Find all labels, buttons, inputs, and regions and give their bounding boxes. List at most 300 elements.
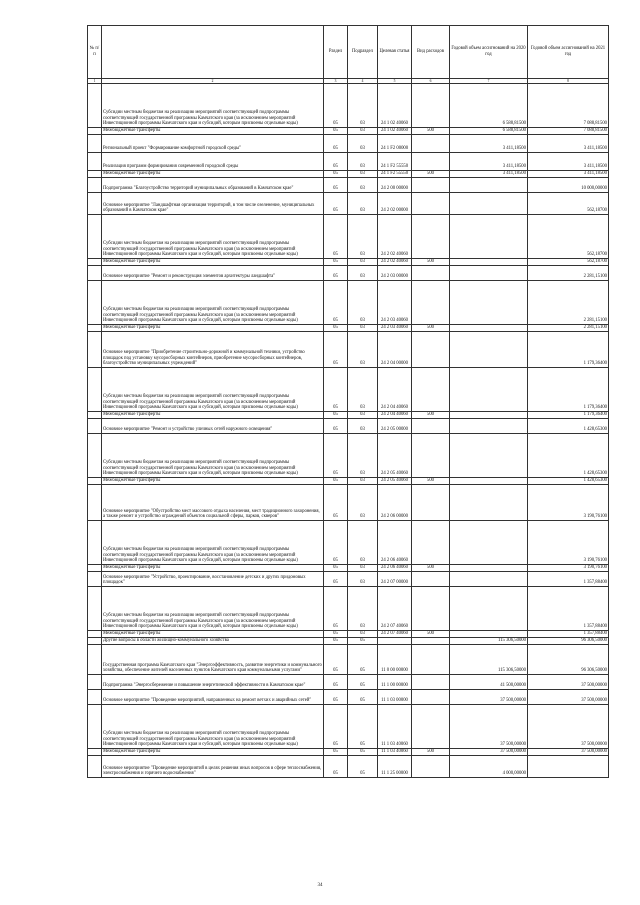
row-article-cell: 11 1 03 40060: [378, 749, 412, 756]
row-article-cell: 24 1 02 40060: [378, 84, 412, 128]
table-row: [88, 675, 609, 690]
table-row: [88, 153, 609, 171]
row-number-cell: [88, 434, 102, 478]
row-volume-2020-cell: 3 411,18500: [450, 153, 528, 171]
row-volume-2021-cell: 1 179,36400: [528, 332, 609, 368]
row-volume-2020-cell: 115 306,50000: [450, 645, 528, 675]
row-section-cell: 05: [324, 128, 348, 135]
header-volume-2021: Годовой объем ассигнований на 2021 год: [528, 26, 609, 79]
row-subsection-cell: 03: [348, 325, 378, 332]
table-body: [88, 84, 609, 778]
row-subsection-cell: 03: [348, 266, 378, 281]
row-name-cell: Субсидии местным бюджетам на реализацию мероприятий соответствующей подпрограммы соответствующей государственной программы Камчатского края (за исключением мероприятий Инвестиционной программы Камчатского края и субсидий, которым присвоены отдельные коды): [102, 215, 324, 259]
table-row: [88, 478, 609, 485]
table-row: [88, 368, 609, 412]
table-row: [88, 419, 609, 434]
row-volume-2020-cell: 37 500,00000: [450, 749, 528, 756]
row-subsection-cell: 03: [348, 332, 378, 368]
row-article-cell: 11 1 03 40060: [378, 705, 412, 749]
column-number: 7: [450, 79, 528, 84]
row-volume-2020-cell: 37 500,00000: [450, 705, 528, 749]
row-subsection-cell: 03: [348, 215, 378, 259]
row-expense-type-cell: [412, 84, 450, 128]
row-subsection-cell: 05: [348, 749, 378, 756]
table-row: [88, 690, 609, 705]
row-article-cell: 24 2 05 40060: [378, 478, 412, 485]
row-expense-type-cell: [412, 638, 450, 645]
row-volume-2020-cell: 3 411,18500: [450, 171, 528, 178]
row-number-cell: [88, 675, 102, 690]
row-volume-2021-cell: 2 281,15100: [528, 266, 609, 281]
row-subsection-cell: 03: [348, 419, 378, 434]
budget-sheet: [87, 25, 608, 778]
row-volume-2021-cell: 1 428,65300: [528, 478, 609, 485]
row-volume-2020-cell: 6 588,81500: [450, 128, 528, 135]
row-number-cell: [88, 521, 102, 565]
row-number-cell: [88, 266, 102, 281]
row-expense-type-cell: [412, 419, 450, 434]
row-expense-type-cell: [412, 756, 450, 778]
row-subsection-cell: 03: [348, 153, 378, 171]
row-volume-2020-cell: [450, 259, 528, 266]
row-subsection-cell: 03: [348, 84, 378, 128]
row-subsection-cell: 05: [348, 675, 378, 690]
row-volume-2021-cell: 3 190,76100: [528, 485, 609, 521]
row-name-cell: Межбюджетные трансферты: [102, 631, 324, 638]
row-name-cell: Субсидии местным бюджетам на реализацию мероприятий соответствующей подпрограммы соответствующей государственной программы Камчатского края (за исключением мероприятий Инвестиционной программы Камчатского края и субсидий, которым присвоены отдельные коды): [102, 521, 324, 565]
row-article-cell: 24 2 05 40060: [378, 434, 412, 478]
table-row: [88, 587, 609, 631]
row-subsection-cell: 03: [348, 135, 378, 153]
row-section-cell: 05: [324, 434, 348, 478]
row-volume-2021-cell: 96 306,50000: [528, 645, 609, 675]
row-volume-2021-cell: 7 088,81500: [528, 84, 609, 128]
table-row: [88, 215, 609, 259]
header-article: Целевая статья: [378, 26, 412, 79]
table-row: [88, 521, 609, 565]
row-name-cell: Подпрограмма "Энергосбережение и повышение энергетической эффективности в Камчатском крае": [102, 675, 324, 690]
row-section-cell: 05: [324, 215, 348, 259]
row-volume-2021-cell: 1 357,88400: [528, 631, 609, 638]
row-number-cell: [88, 690, 102, 705]
row-name-cell: Основное мероприятие "Ландшафтная организация территорий, в том числе озеленение, муниципальных образований в Камчатском крае": [102, 193, 324, 215]
row-name-cell: Основное мероприятие "Проведение мероприятий в целях решения иных вопросов в сфере теплоснабжения, электроснабжения и горячего водоснабжения": [102, 756, 324, 778]
table-row: [88, 178, 609, 193]
row-section-cell: 05: [324, 171, 348, 178]
row-volume-2020-cell: [450, 572, 528, 587]
row-name-cell: Основное мероприятие "Приобретение строительно-дорожной и коммунальной техники, устройство площадок под установку мусоросборных контейнеров, приобретение мусоросборных контейнеров, благоустройство муниципальных учреждений": [102, 332, 324, 368]
row-volume-2020-cell: [450, 368, 528, 412]
column-number: 3: [324, 79, 348, 84]
row-expense-type-cell: [412, 332, 450, 368]
row-name-cell: Субсидии местным бюджетам на реализацию мероприятий соответствующей подпрограммы соответствующей государственной программы Камчатского края (за исключением мероприятий Инвестиционной программы Камчатского края и субсидий, которым присвоены отдельные коды): [102, 434, 324, 478]
row-name-cell: Субсидии местным бюджетам на реализацию мероприятий соответствующей подпрограммы соответствующей государственной программы Камчатского края (за исключением мероприятий Инвестиционной программы Камчатского края и субсидий, которым присвоены отдельные коды): [102, 705, 324, 749]
row-expense-type-cell: 500: [412, 565, 450, 572]
row-article-cell: 24 2 06 00000: [378, 485, 412, 521]
table-row: [88, 128, 609, 135]
row-volume-2021-cell: 1 179,36400: [528, 412, 609, 419]
table-row: [88, 434, 609, 478]
table-row: [88, 756, 609, 778]
row-number-cell: [88, 215, 102, 259]
row-number-cell: [88, 153, 102, 171]
row-expense-type-cell: [412, 690, 450, 705]
row-section-cell: 05: [324, 368, 348, 412]
row-volume-2021-cell: 96 306,50000: [528, 638, 609, 645]
row-number-cell: [88, 325, 102, 332]
row-article-cell: 24 2 03 40060: [378, 325, 412, 332]
row-article-cell: 24 2 02 00000: [378, 193, 412, 215]
row-number-cell: [88, 171, 102, 178]
row-volume-2021-cell: 1 428,65300: [528, 419, 609, 434]
row-number-cell: [88, 638, 102, 645]
row-expense-type-cell: [412, 153, 450, 171]
row-article-cell: 24 2 04 40060: [378, 412, 412, 419]
row-volume-2021-cell: 2 281,15100: [528, 325, 609, 332]
row-volume-2020-cell: [450, 332, 528, 368]
row-name-cell: Межбюджетные трансферты: [102, 749, 324, 756]
row-section-cell: 05: [324, 749, 348, 756]
row-section-cell: 05: [324, 84, 348, 128]
row-volume-2021-cell: 2 281,15100: [528, 281, 609, 325]
table-row: [88, 705, 609, 749]
row-volume-2020-cell: [450, 521, 528, 565]
row-subsection-cell: 03: [348, 281, 378, 325]
row-volume-2020-cell: [450, 178, 528, 193]
row-article-cell: 24 2 07 40060: [378, 631, 412, 638]
row-section-cell: 05: [324, 572, 348, 587]
row-volume-2020-cell: [450, 325, 528, 332]
row-number-cell: [88, 412, 102, 419]
row-volume-2021-cell: 3 411,18500: [528, 135, 609, 153]
row-article-cell: 24 2 06 40060: [378, 565, 412, 572]
row-name-cell: Межбюджетные трансферты: [102, 171, 324, 178]
row-volume-2020-cell: [450, 281, 528, 325]
row-expense-type-cell: [412, 705, 450, 749]
row-name-cell: Основное мероприятие "Проведение мероприятий, направленных на ремонт ветхих и аварийных сетей": [102, 690, 324, 705]
row-expense-type-cell: 500: [412, 325, 450, 332]
row-subsection-cell: 05: [348, 645, 378, 675]
row-volume-2020-cell: [450, 587, 528, 631]
row-name-cell: Государственная программа Камчатского края "Энергоэффективность, развитие энергетики и коммунального хозяйства, обеспечение жителей населенных пунктов Камчатского края коммунальными услугами": [102, 645, 324, 675]
table-header-row: [88, 26, 609, 79]
row-article-cell: 24 2 03 00000: [378, 266, 412, 281]
row-article-cell: 24 2 05 00000: [378, 419, 412, 434]
row-number-cell: [88, 478, 102, 485]
row-volume-2021-cell: 562,18700: [528, 259, 609, 266]
column-number: 8: [528, 79, 609, 84]
table-row: [88, 412, 609, 419]
table-row: [88, 749, 609, 756]
row-name-cell: Региональный проект "Формирование комфортной городской среды": [102, 135, 324, 153]
row-article-cell: 24 1 F2 00000: [378, 135, 412, 153]
row-expense-type-cell: 500: [412, 412, 450, 419]
row-section-cell: 05: [324, 193, 348, 215]
row-section-cell: 05: [324, 412, 348, 419]
row-subsection-cell: 03: [348, 128, 378, 135]
row-volume-2020-cell: 6 588,81500: [450, 84, 528, 128]
header-volume-2020: Годовой объем ассигнований на 2020 год: [450, 26, 528, 79]
row-name-cell: Основное мероприятие "Ремонт и устройство уличных сетей наружного освещения": [102, 419, 324, 434]
row-expense-type-cell: [412, 521, 450, 565]
row-number-cell: [88, 631, 102, 638]
row-volume-2020-cell: [450, 412, 528, 419]
table-row: [88, 259, 609, 266]
row-article-cell: 24 2 03 40060: [378, 281, 412, 325]
header-num: № п/п: [88, 26, 102, 79]
row-volume-2020-cell: [450, 565, 528, 572]
row-subsection-cell: 03: [348, 193, 378, 215]
header-section: Раздел: [324, 26, 348, 79]
row-name-cell: Реализация программ формирования современной городской среды: [102, 153, 324, 171]
table-row: [88, 84, 609, 128]
row-article-cell: 24 2 02 40060: [378, 259, 412, 266]
row-article-cell: [378, 638, 412, 645]
row-subsection-cell: 05: [348, 705, 378, 749]
row-article-cell: 24 1 F2 55550: [378, 153, 412, 171]
row-expense-type-cell: [412, 215, 450, 259]
row-volume-2020-cell: 3 411,18500: [450, 135, 528, 153]
row-expense-type-cell: [412, 281, 450, 325]
row-subsection-cell: 03: [348, 587, 378, 631]
row-name-cell: Субсидии местным бюджетам на реализацию мероприятий соответствующей подпрограммы соответствующей государственной программы Камчатского края (за исключением мероприятий Инвестиционной программы Камчатского края и субсидий, которым присвоены отдельные коды): [102, 84, 324, 128]
row-number-cell: [88, 572, 102, 587]
row-expense-type-cell: [412, 572, 450, 587]
row-section-cell: 05: [324, 631, 348, 638]
row-article-cell: 24 2 07 40060: [378, 587, 412, 631]
row-expense-type-cell: 500: [412, 128, 450, 135]
row-volume-2021-cell: 3 190,76100: [528, 565, 609, 572]
row-number-cell: [88, 135, 102, 153]
row-section-cell: 05: [324, 705, 348, 749]
row-number-cell: [88, 587, 102, 631]
row-subsection-cell: 03: [348, 171, 378, 178]
table-row: [88, 485, 609, 521]
row-article-cell: 24 1 F2 55550: [378, 171, 412, 178]
row-volume-2021-cell: 37 500,00000: [528, 705, 609, 749]
row-volume-2021-cell: 1 428,65300: [528, 434, 609, 478]
row-section-cell: 05: [324, 587, 348, 631]
row-volume-2021-cell: 1 179,36400: [528, 368, 609, 412]
column-number: 5: [378, 79, 412, 84]
row-volume-2020-cell: 41 500,00000: [450, 675, 528, 690]
row-expense-type-cell: 500: [412, 631, 450, 638]
row-subsection-cell: 03: [348, 485, 378, 521]
row-expense-type-cell: [412, 675, 450, 690]
row-subsection-cell: 03: [348, 565, 378, 572]
row-name-cell: Межбюджетные трансферты: [102, 128, 324, 135]
row-volume-2020-cell: [450, 419, 528, 434]
row-article-cell: 11 0 00 00000: [378, 645, 412, 675]
row-number-cell: [88, 332, 102, 368]
row-number-cell: [88, 645, 102, 675]
row-subsection-cell: 05: [348, 756, 378, 778]
row-name-cell: Субсидии местным бюджетам на реализацию мероприятий соответствующей подпрограммы соответствующей государственной программы Камчатского края (за исключением мероприятий Инвестиционной программы Камчатского края и субсидий, которым присвоены отдельные коды): [102, 368, 324, 412]
row-section-cell: 05: [324, 756, 348, 778]
row-number-cell: [88, 259, 102, 266]
table-row: [88, 572, 609, 587]
column-number: 6: [412, 79, 450, 84]
row-subsection-cell: 05: [348, 690, 378, 705]
row-section-cell: 05: [324, 638, 348, 645]
row-article-cell: 24 2 07 00000: [378, 572, 412, 587]
page-number: 34: [317, 883, 323, 888]
row-expense-type-cell: 500: [412, 171, 450, 178]
row-name-cell: Межбюджетные трансферты: [102, 565, 324, 572]
row-volume-2021-cell: 37 500,00000: [528, 690, 609, 705]
row-number-cell: [88, 705, 102, 749]
row-section-cell: 05: [324, 259, 348, 266]
table-row: [88, 325, 609, 332]
row-expense-type-cell: [412, 485, 450, 521]
table-row: [88, 565, 609, 572]
row-volume-2020-cell: [450, 631, 528, 638]
row-article-cell: 24 2 04 00000: [378, 332, 412, 368]
row-name-cell: Субсидии местным бюджетам на реализацию мероприятий соответствующей подпрограммы соответствующей государственной программы Камчатского края (за исключением мероприятий Инвестиционной программы Камчатского края и субсидий, которым присвоены отдельные коды): [102, 281, 324, 325]
row-number-cell: [88, 756, 102, 778]
row-article-cell: 11 1 03 00000: [378, 690, 412, 705]
row-expense-type-cell: 500: [412, 259, 450, 266]
row-volume-2020-cell: 115 306,50000: [450, 638, 528, 645]
row-name-cell: Основное мероприятие "Ремонт и реконструкция элементов архитектуры ландшафта": [102, 266, 324, 281]
row-subsection-cell: 03: [348, 178, 378, 193]
budget-table: [87, 25, 609, 778]
row-subsection-cell: 03: [348, 521, 378, 565]
row-article-cell: 24 2 00 00000: [378, 178, 412, 193]
row-volume-2021-cell: 10 000,00000: [528, 178, 609, 193]
row-expense-type-cell: [412, 135, 450, 153]
row-subsection-cell: 05: [348, 638, 378, 645]
row-volume-2021-cell: 562,18700: [528, 193, 609, 215]
row-section-cell: 05: [324, 645, 348, 675]
row-number-cell: [88, 84, 102, 128]
row-volume-2021-cell: [528, 756, 609, 778]
row-volume-2020-cell: [450, 478, 528, 485]
row-expense-type-cell: [412, 645, 450, 675]
row-number-cell: [88, 749, 102, 756]
row-volume-2020-cell: [450, 193, 528, 215]
row-name-cell: Межбюджетные трансферты: [102, 325, 324, 332]
row-article-cell: 24 2 04 40060: [378, 368, 412, 412]
header-expense-type: Вид расходов: [412, 26, 450, 79]
row-volume-2020-cell: [450, 215, 528, 259]
header-subsection: Подраздел: [348, 26, 378, 79]
table-row: [88, 171, 609, 178]
row-expense-type-cell: 500: [412, 749, 450, 756]
row-expense-type-cell: [412, 266, 450, 281]
row-section-cell: 05: [324, 153, 348, 171]
column-number: 2: [102, 79, 324, 84]
row-volume-2021-cell: 7 088,81500: [528, 128, 609, 135]
column-number: 4: [348, 79, 378, 84]
row-subsection-cell: 03: [348, 434, 378, 478]
row-section-cell: 05: [324, 521, 348, 565]
row-subsection-cell: 03: [348, 259, 378, 266]
table-row: [88, 332, 609, 368]
row-section-cell: 05: [324, 419, 348, 434]
row-article-cell: 11 1 00 00000: [378, 675, 412, 690]
row-subsection-cell: 03: [348, 631, 378, 638]
table-row: [88, 266, 609, 281]
row-name-cell: Субсидии местным бюджетам на реализацию мероприятий соответствующей подпрограммы соответствующей государственной программы Камчатского края (за исключением мероприятий Инвестиционной программы Камчатского края и субсидий, которым присвоены отдельные коды): [102, 587, 324, 631]
row-expense-type-cell: [412, 178, 450, 193]
row-section-cell: 05: [324, 690, 348, 705]
row-volume-2021-cell: 37 500,00000: [528, 749, 609, 756]
row-name-cell: Другие вопросы в области жилищно-коммунального хозяйства: [102, 638, 324, 645]
header-name: [102, 26, 324, 79]
row-number-cell: [88, 178, 102, 193]
row-subsection-cell: 03: [348, 478, 378, 485]
row-volume-2020-cell: [450, 434, 528, 478]
row-number-cell: [88, 419, 102, 434]
row-number-cell: [88, 368, 102, 412]
row-article-cell: 24 2 02 40060: [378, 215, 412, 259]
row-expense-type-cell: [412, 587, 450, 631]
row-section-cell: 05: [324, 332, 348, 368]
row-name-cell: Межбюджетные трансферты: [102, 259, 324, 266]
row-number-cell: [88, 485, 102, 521]
row-subsection-cell: 03: [348, 368, 378, 412]
table-row: [88, 645, 609, 675]
row-article-cell: 11 1 25 00000: [378, 756, 412, 778]
row-volume-2020-cell: 37 500,00000: [450, 690, 528, 705]
row-volume-2021-cell: 3 411,18500: [528, 153, 609, 171]
row-name-cell: Подпрограмма "Благоустройство территорий муниципальных образований в Камчатском крае": [102, 178, 324, 193]
row-name-cell: Межбюджетные трансферты: [102, 412, 324, 419]
row-article-cell: 24 1 02 40060: [378, 128, 412, 135]
row-section-cell: 05: [324, 281, 348, 325]
table-row: [88, 638, 609, 645]
row-expense-type-cell: 500: [412, 478, 450, 485]
row-name-cell: Основное мероприятие "Обустройство мест массового отдыха населения, мест традиционного захоронения, а также ремонт и устройство ограждений объектов социальной сферы, парков, скверов": [102, 485, 324, 521]
table-row: [88, 135, 609, 153]
row-subsection-cell: 03: [348, 412, 378, 419]
row-section-cell: 05: [324, 135, 348, 153]
row-number-cell: [88, 193, 102, 215]
row-number-cell: [88, 281, 102, 325]
row-section-cell: 05: [324, 485, 348, 521]
column-number: 1: [88, 79, 102, 84]
row-expense-type-cell: [412, 193, 450, 215]
row-section-cell: 05: [324, 266, 348, 281]
row-volume-2021-cell: 1 357,88400: [528, 587, 609, 631]
row-volume-2020-cell: [450, 485, 528, 521]
row-number-cell: [88, 565, 102, 572]
row-volume-2021-cell: 562,18700: [528, 215, 609, 259]
row-section-cell: 05: [324, 478, 348, 485]
row-section-cell: 05: [324, 325, 348, 332]
row-subsection-cell: 03: [348, 572, 378, 587]
row-section-cell: 05: [324, 675, 348, 690]
table-row: [88, 193, 609, 215]
row-name-cell: Межбюджетные трансферты: [102, 478, 324, 485]
table-row: [88, 631, 609, 638]
table-row: [88, 281, 609, 325]
row-name-cell: Основное мероприятие "Устройство, проектирование, восстановление детских и других придомовых площадок": [102, 572, 324, 587]
row-volume-2020-cell: [450, 266, 528, 281]
row-expense-type-cell: [412, 368, 450, 412]
row-volume-2020-cell: 4 000,00000: [450, 756, 528, 778]
row-volume-2021-cell: 37 500,00000: [528, 675, 609, 690]
row-volume-2021-cell: 1 357,88400: [528, 572, 609, 587]
row-section-cell: 05: [324, 565, 348, 572]
row-section-cell: 05: [324, 178, 348, 193]
row-volume-2021-cell: 3 411,18500: [528, 171, 609, 178]
row-number-cell: [88, 128, 102, 135]
row-expense-type-cell: [412, 434, 450, 478]
row-article-cell: 24 2 06 40060: [378, 521, 412, 565]
row-volume-2021-cell: 3 190,76100: [528, 521, 609, 565]
